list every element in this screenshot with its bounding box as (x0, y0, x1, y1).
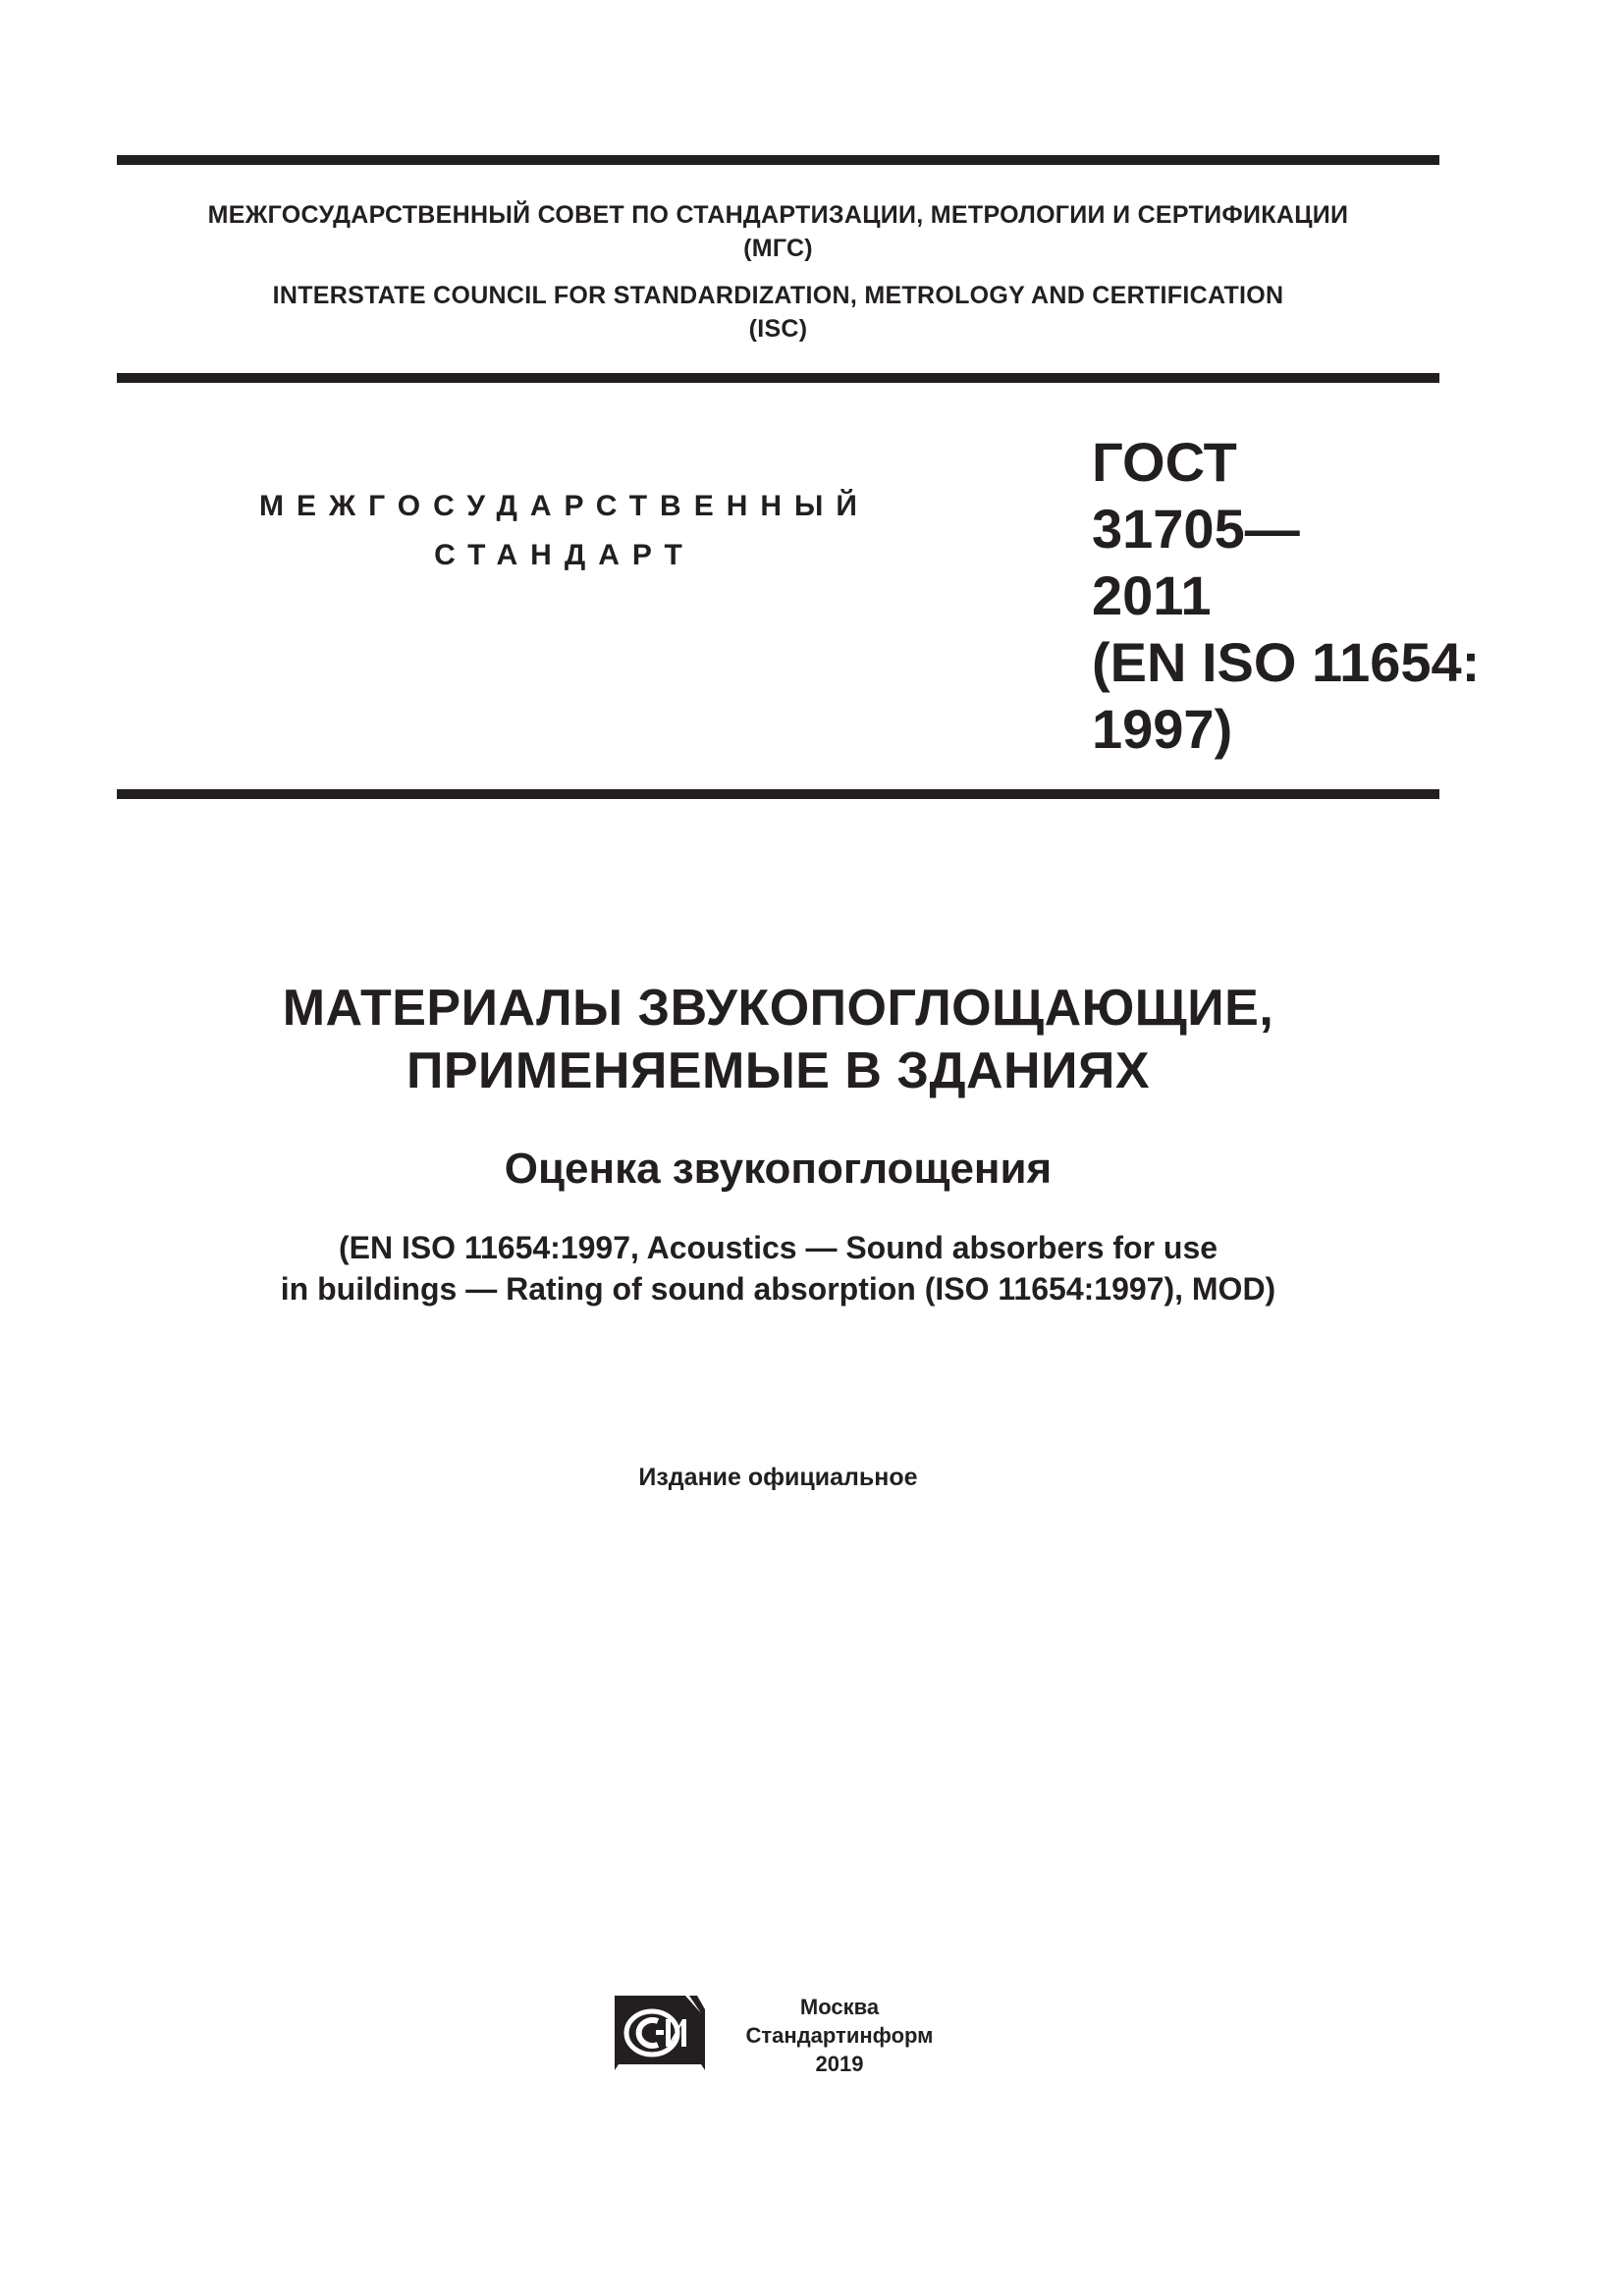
designation-line: 1997) (1092, 698, 1233, 760)
standard-type-line1: МЕЖГОСУДАРСТВЕННЫЙ (259, 490, 870, 522)
standard-type-line2: СТАНДАРТ (434, 539, 695, 571)
reference-standard-line1: (EN ISO 11654:1997, Acoustics — Sound absorbers for use (338, 1230, 1218, 1265)
publisher-block (723, 1993, 956, 2078)
designation-line: (EN ISO 11654: (1092, 631, 1481, 693)
council-abbr-ru: (МГС) (743, 235, 813, 262)
official-edition-label: Издание официальное (638, 1464, 918, 1491)
publication-year: 2019 (815, 2052, 864, 2076)
council-abbr-en: (ISC) (748, 315, 808, 343)
document-subtitle: Оценка звукопоглощения (504, 1145, 1053, 1193)
designation-line: 2011 (1092, 564, 1212, 626)
reference-standard-line2: in buildings — Rating of sound absorption (ISO 11654:1997), MOD) (280, 1271, 1276, 1307)
publisher-city: Москва (799, 1995, 880, 2019)
council-name-en: INTERSTATE COUNCIL FOR STANDARDIZATION, METROLOGY AND CERTIFICATION (272, 282, 1284, 309)
document-title-line1: МАТЕРИАЛЫ ЗВУКОПОГЛОЩАЮЩИЕ, (282, 980, 1274, 1037)
designation-line: ГОСТ (1092, 431, 1237, 493)
council-name-ru: МЕЖГОСУДАРСТВЕННЫЙ СОВЕТ ПО СТАНДАРТИЗАЦИИ, МЕТРОЛОГИИ И СЕРТИФИКАЦИИ (207, 201, 1349, 229)
designation-line: 31705— (1092, 498, 1300, 560)
header-divider-rule (117, 373, 1439, 383)
standartinform-logo-icon (615, 1996, 711, 2070)
designation-divider-rule (117, 789, 1439, 799)
document-title-line2: ПРИМЕНЯЕМЫЕ В ЗДАНИЯХ (406, 1042, 1151, 1099)
top-rule (117, 155, 1439, 165)
standard-designation (1092, 429, 1481, 763)
publisher-name: Стандартинформ (745, 2023, 934, 2048)
